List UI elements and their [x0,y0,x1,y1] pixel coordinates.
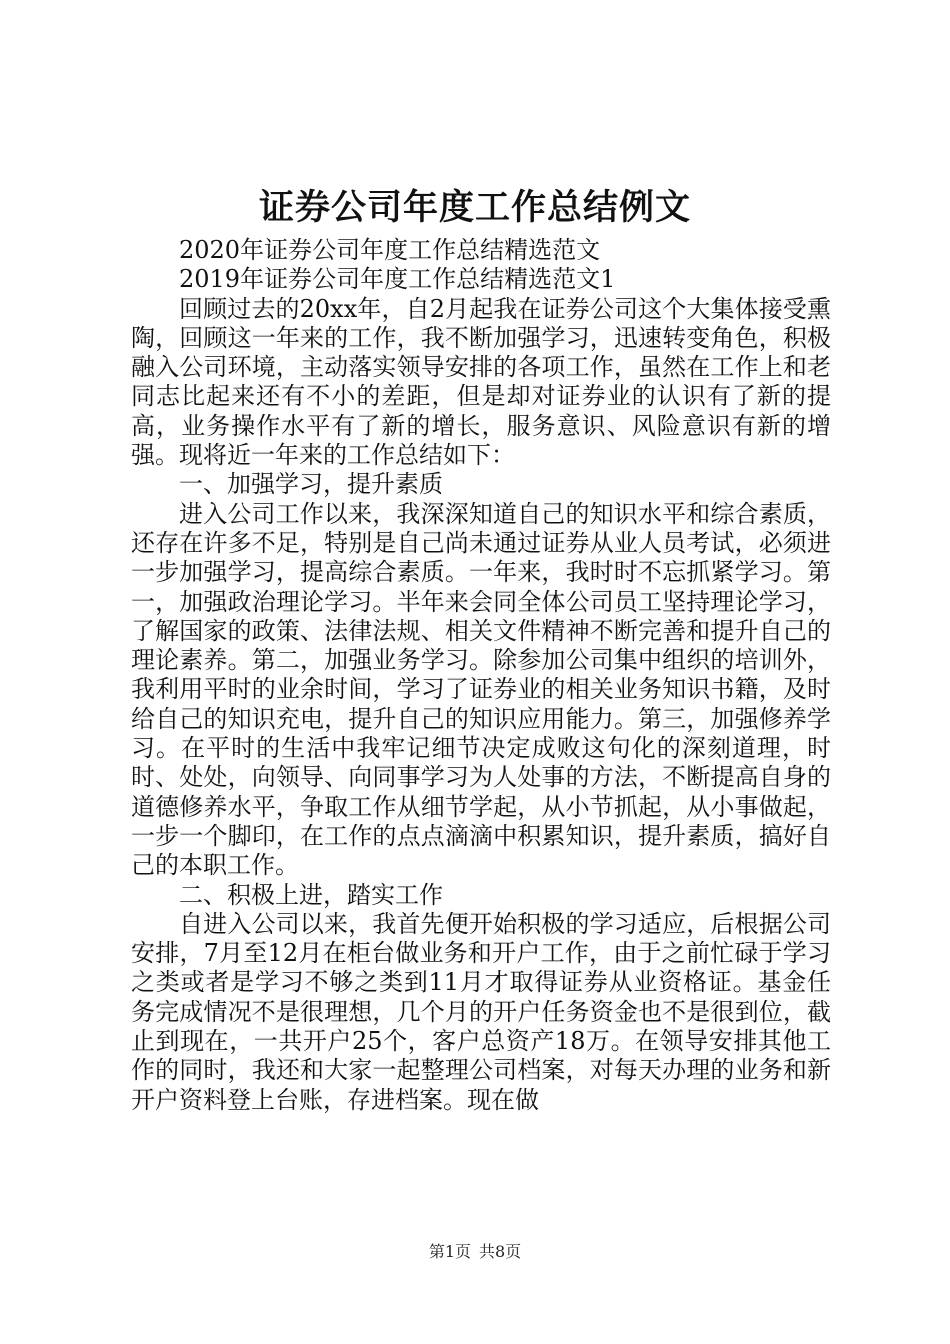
page-number: 第1页 [428,1242,471,1261]
document-body [131,236,831,1115]
paragraph-section-2: 自进入公司以来，我首先便开始积极的学习适应，后根据公司安排，7月至12月在柜台做业务和开户工作，由于之前忙碌于学习之类或者是学习不够之类到11月才取得证券从业资格证。基金任务完成情况不是很理想，几个月的开户任务资金也不是很到位，截止到现在，一共开户25个，客户总资产18万。在领导安排其他工作的同时，我还和大家一起整理公司档案，对每天办理的业务和新开户资料登上台账，存进档案。现在做 [131,909,831,1114]
page-footer [0,1240,950,1264]
paragraph-subtitle-2019: 2019年证券公司年度工作总结精选范文1 [179,265,616,294]
paragraph-subtitle-2020: 2020年证券公司年度工作总结精选范文 [179,236,601,264]
document-title: 证券公司年度工作总结例文 [258,187,691,228]
paragraph-intro: 回顾过去的20xx年，自2月起我在证券公司这个大集体接受熏陶，回顾这一年来的工作，我不断加强学习，迅速转变角色，积极融入公司环境，主动落实领导安排的各项工作，虽然在工作上和老同志比起来还有不小的差距，但是却对证券业的认识有了新的提高，业务操作水平有了新的增长，服务意识、风险意识有新的增强。现将近一年来的工作总结如下： [131,294,831,470]
section-heading-1: 一、加强学习，提升素质 [179,470,443,499]
paragraph-section-1: 进入公司工作以来，我深深知道自己的知识水平和综合素质，还存在许多不足，特别是自己尚未通过证券从业人员考试，必须进一步加强学习，提高综合素质。一年来，我时时不忘抓紧学习。第一，加强政治理论学习。半年来会同全体公司员工坚持理论学习，了解国家的政策、法律法规、相关文件精神不断完善和提升自己的理论素养。第二，加强业务学习。除参加公司集中组织的培训外，我利用平时的业余时间，学习了证券业的相关业务知识书籍，及时给自己的知识充电，提升自己的知识应用能力。第三，加强修养学习。在平时的生活中我牢记细节决定成败这句化的深刻道理，时时、处处，向领导、向同事学习为人处事的方法，不断提高自身的道德修养水平，争取工作从细节学起，从小节抓起，从小事做起，一步一个脚印，在工作的点点滴滴中积累知识，提升素质，搞好自己的本职工作。 [131,499,831,880]
section-heading-2: 二、积极上进，踏实工作 [179,880,443,909]
page-total: 共8页 [479,1242,522,1261]
